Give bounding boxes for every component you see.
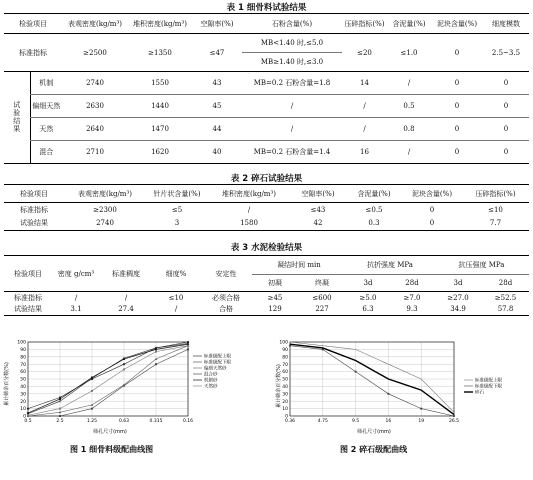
table3-caption: 表 3 水泥检验结果 [230, 243, 303, 253]
legend-label: 标准级配上限 [204, 354, 231, 360]
series-line [28, 346, 188, 416]
table1-cell: 1550 [128, 72, 192, 95]
table1-cell: / [407, 148, 411, 156]
table1-cell: 2640 [62, 118, 128, 141]
table2-header: 堆积密度(kg/m³) [208, 185, 290, 203]
table-row [4, 203, 529, 217]
x-tick-label: 26.5 [448, 419, 460, 424]
legend-label: 标准级配下限 [475, 384, 502, 390]
fig2-xlabel: 筛孔尺寸(mm) [357, 429, 391, 435]
y-tick-label: 30 [282, 392, 288, 398]
table3-cell: ≥5.0 [359, 293, 377, 302]
data-point [91, 376, 93, 378]
series-line [290, 342, 454, 412]
table3 [4, 255, 529, 316]
table2-cell: ≤10 [488, 205, 503, 214]
y-tick-label: 90 [282, 348, 288, 353]
y-tick-label: 10 [20, 407, 26, 413]
data-point [91, 408, 93, 410]
y-tick-label: 20 [20, 399, 26, 405]
x-tick-label: 4.75 [317, 419, 328, 424]
table2-cell: 0 [429, 219, 435, 228]
table3-cell: / [74, 293, 78, 302]
y-tick-label: 0 [285, 414, 288, 420]
data-point [155, 348, 157, 350]
table1-cell: ≥1350 [128, 34, 192, 72]
fig2-caption: 图 2 碎石级配曲线 [340, 445, 408, 454]
fig2-series [289, 342, 455, 417]
table2-cell: 42 [313, 219, 323, 228]
table1-cell: MB=0.2 石粉含量=1.4 [253, 148, 331, 156]
legend-label: 标准级配上限 [475, 378, 502, 384]
x-tick-label: 0.16 [182, 419, 194, 424]
table3-cell: 227 [315, 305, 329, 314]
table3-subheader: 28d [482, 275, 529, 292]
data-point [187, 348, 189, 350]
table2-cell: ≤5 [171, 205, 183, 214]
table1-cell: ≥2500 [62, 34, 128, 72]
table3-cell: ≥7.0 [403, 293, 421, 302]
table3-header: 抗压强度 MPa [434, 256, 529, 275]
table3-cell: ≥52.5 [494, 293, 517, 302]
y-tick-label: 60 [20, 370, 26, 376]
table3-cell: 129 [268, 305, 282, 314]
legend-label: 天然砂 [204, 384, 218, 390]
series-line [28, 343, 188, 413]
fig2-ylabel: 累计筛余百分数(%) [276, 364, 282, 408]
table3-cell: ≤600 [312, 293, 332, 302]
table1-cell: 1620 [151, 148, 169, 156]
table1-cell: 16 [360, 148, 369, 156]
table3-header-row [4, 256, 529, 275]
legend-label: 机制砂 [204, 378, 218, 384]
table3-cell: 合格 [219, 305, 233, 314]
table1-group-label: 试验结果 [4, 72, 30, 164]
series-line [28, 346, 188, 416]
table1-cell: ≤1.0 [387, 34, 431, 72]
x-tick-label: 9.5 [352, 419, 360, 424]
table-row [4, 118, 529, 141]
table1-cell: 0 [483, 72, 529, 95]
table1-cell: / [387, 72, 431, 95]
table3-subheader: 3d [346, 275, 390, 292]
table1-caption: 表 1 细骨料试验结果 [226, 3, 307, 13]
table1-cell: 0.8 [387, 118, 431, 141]
x-tick-label: 0.315 [149, 419, 163, 424]
table3-cell: ≥27.0 [447, 293, 469, 302]
series-line [28, 344, 188, 413]
y-tick-label: 40 [20, 385, 26, 390]
table-row [4, 217, 529, 231]
table1-cell: MB≥1.40 时,≤3.0 [242, 53, 342, 72]
legend-label: 混合砂 [204, 372, 218, 378]
table3-cell: 3.1 [70, 305, 82, 314]
y-tick-label: 20 [282, 399, 288, 405]
table1 [4, 13, 529, 164]
y-tick-label: 0 [23, 414, 26, 420]
table1-header: 堆积密度(kg/m³) [128, 14, 192, 34]
table2-cell: / [247, 205, 251, 214]
table1-cell: 40 [212, 148, 222, 156]
table2-cell: 1580 [240, 219, 258, 228]
table2-header: 泥块含量(%) [402, 185, 462, 203]
table2-header: 针片状含量(%) [146, 185, 208, 203]
table1-std-row [4, 34, 529, 53]
table1-header-row [4, 14, 529, 34]
table3-header: 安定性 [200, 256, 252, 292]
data-point [155, 363, 157, 365]
table1-row-label: 标准指标 [4, 34, 62, 72]
table-row [4, 292, 529, 304]
table2-cell: 标准指标 [20, 205, 48, 214]
table3-header: 标准稠度 [100, 256, 152, 292]
table3-cell: 57.8 [497, 305, 514, 314]
table1-cell: 0 [431, 118, 483, 141]
table2 [4, 184, 529, 231]
y-tick-label: 70 [282, 362, 288, 368]
data-point [453, 415, 455, 417]
table3-cell: 34.9 [450, 305, 466, 314]
data-point [91, 404, 94, 406]
table1-cell: MB<1.40 时,≤5.0 [242, 34, 342, 53]
table1-cell: / [242, 118, 342, 141]
table1-row-name: 机制 [30, 72, 62, 95]
table-row [4, 95, 529, 118]
table3-cell: 试验结果 [14, 305, 42, 314]
table3-subheader: 3d [434, 275, 482, 292]
table1-cell: / [342, 118, 387, 141]
table1-cell: ≤47 [192, 34, 242, 72]
table1-cell: 0 [503, 148, 509, 156]
table1-cell: 45 [192, 95, 242, 118]
table-row [4, 141, 529, 164]
data-point [59, 408, 61, 410]
x-tick-label: 0.36 [284, 419, 296, 424]
table1-cell: 2.5~3.5 [483, 34, 529, 72]
table1-cell: 0 [483, 118, 529, 141]
x-tick-label: 2.5 [56, 419, 64, 424]
table3-cell: ≤10 [168, 293, 184, 302]
table1-header: 空隙率(%) [192, 14, 242, 34]
data-point [123, 363, 125, 365]
table1-row-name: 混合 [30, 141, 62, 164]
x-tick-label: 0.5 [24, 419, 32, 424]
table3-header: 凝结时间 min [252, 256, 346, 275]
table2-cell: 0.3 [368, 219, 380, 228]
data-point [27, 412, 29, 414]
table1-row-name: 偏细天然 [30, 95, 62, 118]
table3-cell: 27.4 [118, 305, 134, 314]
data-point [155, 351, 157, 353]
table3-cell: 标准指标 [14, 293, 42, 302]
table2-cell: 2740 [96, 219, 114, 228]
y-tick-label: 90 [20, 348, 26, 353]
table3-header: 检验项目 [4, 256, 52, 292]
table3-cell: 6.3 [362, 305, 374, 314]
table1-cell: 0.5 [387, 95, 431, 118]
fig2-legend [464, 377, 502, 396]
table3-cell: 9.3 [406, 305, 418, 314]
x-tick-label: 16 [385, 419, 392, 424]
table1-header: 压碎指标(%) [342, 14, 387, 34]
table1-cell: 2740 [62, 72, 128, 95]
y-tick-label: 50 [282, 377, 288, 383]
table-row [4, 72, 529, 95]
table2-header: 压碎指标(%) [462, 185, 529, 203]
fig2-grid [290, 342, 454, 416]
table1-cell: 0 [483, 95, 529, 118]
data-point [387, 393, 389, 395]
y-tick-label: 100 [279, 340, 288, 346]
y-tick-label: 80 [20, 355, 26, 361]
series-line [28, 342, 188, 409]
table1-cell: 0 [431, 72, 483, 95]
legend-label: 标准级配下限 [204, 360, 231, 366]
fig2-chart [268, 336, 533, 436]
y-tick-label: 50 [20, 377, 26, 383]
table2-cell: 3 [174, 219, 180, 228]
table2-cell: ≥2300 [93, 205, 117, 214]
table1-header: 细度模数 [483, 14, 529, 34]
data-point [123, 368, 125, 370]
fig1-xlabel: 筛孔尺寸(mm) [93, 429, 127, 435]
data-point [91, 390, 93, 392]
table3-subheader: 28d [390, 275, 434, 292]
table2-header: 空隙率(%) [290, 185, 346, 203]
table3-cell: 必须合格 [212, 293, 240, 302]
table3-header: 抗折强度 MPa [346, 256, 434, 275]
series-line [28, 349, 188, 416]
x-tick-label: 19 [418, 419, 425, 424]
data-point [355, 371, 357, 373]
table1-header: 泥块含量(%) [431, 14, 483, 34]
y-tick-label: 100 [17, 340, 26, 346]
data-point [59, 398, 61, 400]
table1-cell: 1470 [128, 118, 192, 141]
table2-header: 含泥量(%) [346, 185, 402, 203]
series-line [290, 346, 454, 416]
table1-cell: 0 [454, 148, 460, 156]
table1-cell: 43 [192, 72, 242, 95]
table2-cell: 7.7 [489, 219, 502, 228]
y-tick-label: 10 [282, 407, 288, 413]
fig1-caption: 图 1 细骨料级配曲线图 [70, 445, 154, 454]
legend-label: 偏细天然砂 [204, 366, 227, 372]
table3-cell: / [124, 293, 128, 302]
fig1-grid [28, 342, 188, 416]
data-point [27, 408, 29, 410]
table2-header: 表观密度(kg/m³) [64, 185, 146, 203]
table2-header-row [4, 185, 529, 203]
table3-header: 细度% [152, 256, 200, 292]
table1-header: 石粉含量(%) [242, 14, 342, 34]
table1-cell: 1440 [128, 95, 192, 118]
x-tick-label: 1.25 [86, 419, 98, 424]
table1-header: 含泥量(%) [387, 14, 431, 34]
legend-label: 碎石 [475, 390, 484, 396]
table1-cell: / [242, 95, 342, 118]
table1-row-name: 天然 [30, 118, 62, 141]
table2-cell: 试验结果 [20, 219, 48, 228]
table3-cell: ≥45 [267, 293, 283, 302]
table1-header: 表观密度(kg/m³) [62, 14, 128, 34]
table1-cell: MB=0.2 石粉含量=1.8 [242, 72, 342, 95]
table1-cell: ≤20 [342, 34, 387, 72]
y-tick-label: 70 [20, 362, 26, 368]
y-tick-label: 30 [20, 392, 26, 398]
table-row [4, 304, 529, 316]
table1-cell: 14 [342, 72, 387, 95]
table2-cell: ≤43 [310, 205, 326, 214]
y-tick-label: 60 [282, 370, 288, 376]
table3-header: 密度 g/cm³ [52, 256, 100, 292]
y-tick-label: 40 [282, 385, 288, 390]
table1-cell: / [342, 95, 387, 118]
table3-subheader: 终凝 [298, 275, 346, 292]
data-point [59, 415, 61, 417]
table2-cell: 0 [429, 205, 435, 214]
table3-cell: / [174, 305, 178, 314]
data-point [420, 408, 422, 410]
table1-cell: 2710 [86, 148, 104, 156]
table1-header: 检验项目 [4, 14, 62, 34]
data-point [187, 345, 189, 347]
fig1-legend [193, 353, 231, 390]
table1-cell: 0 [431, 95, 483, 118]
table1-cell: 44 [192, 118, 242, 141]
table1-cell: 2630 [62, 95, 128, 118]
data-point [27, 414, 29, 416]
table3-subheader: 初凝 [252, 275, 298, 292]
fig1-chart [0, 336, 268, 436]
fig1-ylabel: 累计筛余百分数(%) [4, 362, 10, 406]
y-tick-label: 80 [282, 355, 288, 361]
data-point [123, 358, 125, 360]
series-line [290, 344, 454, 414]
x-tick-label: 0.63 [118, 419, 130, 424]
table2-cell: ≤0.5 [365, 205, 383, 214]
table2-header: 检验项目 [4, 185, 64, 203]
table1-cell: 0 [431, 34, 483, 72]
table2-caption: 表 2 碎石试验结果 [230, 174, 303, 184]
